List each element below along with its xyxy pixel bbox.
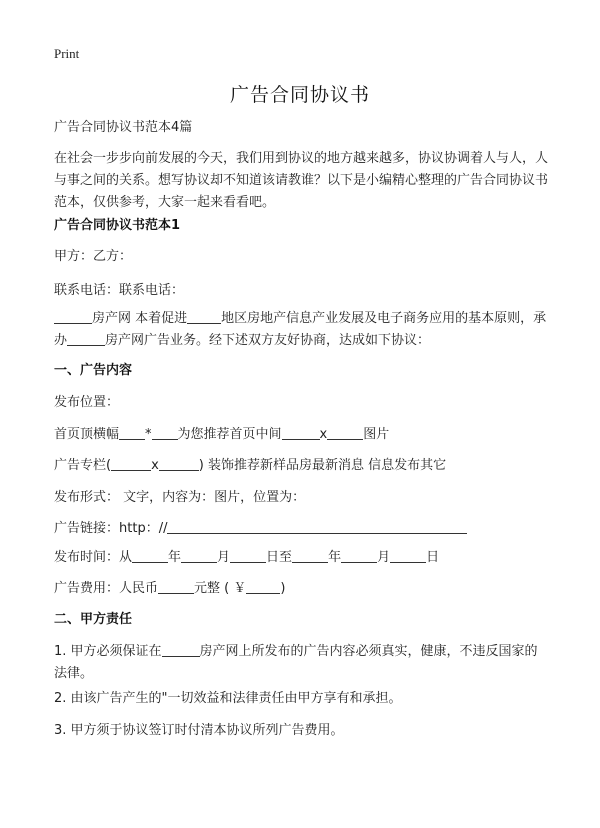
blank-field [181, 548, 217, 563]
link-label: 广告链接： [54, 521, 120, 536]
banner-x: x [319, 427, 328, 442]
blank-field [187, 309, 221, 324]
blank-field [327, 425, 363, 440]
preamble-text-b: 地区房地产信息产业发展及电子商务应用的基本原则，承办 [54, 311, 547, 348]
fee-line [54, 578, 554, 600]
blank-field [111, 456, 151, 471]
fee-label: 广告费用：人民币 [54, 581, 159, 596]
blank-field [282, 425, 320, 440]
time-label: 发布时间：从 [54, 550, 133, 565]
banner-text-c: 图片 [363, 427, 390, 442]
blank-field [390, 548, 426, 563]
banner-text-b: 为您推荐首页中间 [177, 427, 282, 442]
time-year: 年 [168, 550, 182, 565]
preamble-text-c: 房产网广告业务。经下述双方友好协商，达成如下协议： [105, 333, 431, 348]
blank-field [119, 425, 145, 440]
item-3: 3. 甲方须于协议签订时付清本协议所列广告费用。 [54, 723, 344, 738]
intro-paragraph: 在社会一步步向前发展的今天，我们用到协议的地方越来越多，协议协调着人与人，人与事之间的关系。想写协议却不知道该请教谁？以下是小编精心整理的广告合同协议书范本，仅供参考，大家一起来看看吧。 [54, 151, 549, 210]
time-line [54, 547, 554, 569]
time-month: 月 [217, 550, 231, 565]
blank-field [292, 548, 328, 563]
blank-field [158, 579, 194, 594]
sample-heading: 广告合同协议书范本1 [54, 218, 181, 233]
item-2: 2. 由该广告产生的"一切效益和法律责任由甲方享有和承担。 [54, 691, 402, 706]
parties-line: 甲方：乙方： [54, 249, 133, 264]
item-1 [54, 641, 550, 685]
item1-text-a: 1. 甲方必须保证在 [54, 644, 162, 659]
blank-field [67, 331, 105, 346]
section-ad-content: 一、广告内容 [54, 363, 133, 378]
section-party-a: 二、甲方责任 [54, 612, 133, 627]
blank-field [230, 548, 266, 563]
time-year2: 年 [328, 550, 342, 565]
column-x: x [151, 458, 159, 473]
preamble-text-a: 房产网 本着促进 [92, 311, 188, 326]
phones-line: 联系电话：联系电话： [54, 283, 185, 298]
blank-field [54, 309, 92, 324]
column-text-b: ) 装饰推荐新样品房最新消息 信息发布其它 [198, 458, 447, 473]
blank-field [167, 519, 467, 534]
position-label: 发布位置： [54, 395, 120, 410]
blank-field [159, 456, 199, 471]
banner-text-a: 首页顶横幅 [54, 427, 120, 442]
link-prefix: http：// [119, 521, 168, 536]
blank-field [341, 548, 377, 563]
form-line: 发布形式： 文字，内容为：图片，位置为： [54, 490, 306, 505]
time-month2: 月 [377, 550, 391, 565]
time-day-to: 日至 [266, 550, 293, 565]
preamble-paragraph [54, 308, 550, 352]
column-text-a: 广告专栏( [54, 458, 112, 473]
blank-field [152, 425, 178, 440]
document-title: 广告合同协议书 [229, 84, 370, 106]
column-line [54, 455, 554, 477]
fee-close: ) [280, 581, 286, 596]
banner-line [54, 424, 554, 446]
time-day: 日 [426, 550, 440, 565]
link-line [54, 518, 554, 540]
fee-unit: 元整 ( ￥ [194, 581, 247, 596]
blank-field [162, 642, 200, 657]
print-link[interactable]: Print [54, 46, 80, 61]
banner-star: * [145, 427, 152, 442]
document-subtitle: 广告合同协议书范本4篇 [54, 120, 193, 135]
blank-field [246, 579, 280, 594]
item1-text-b: 房产网上所发布的广告内容必须真实，健康，不违反国家的法律。 [54, 644, 538, 681]
blank-field [132, 548, 168, 563]
